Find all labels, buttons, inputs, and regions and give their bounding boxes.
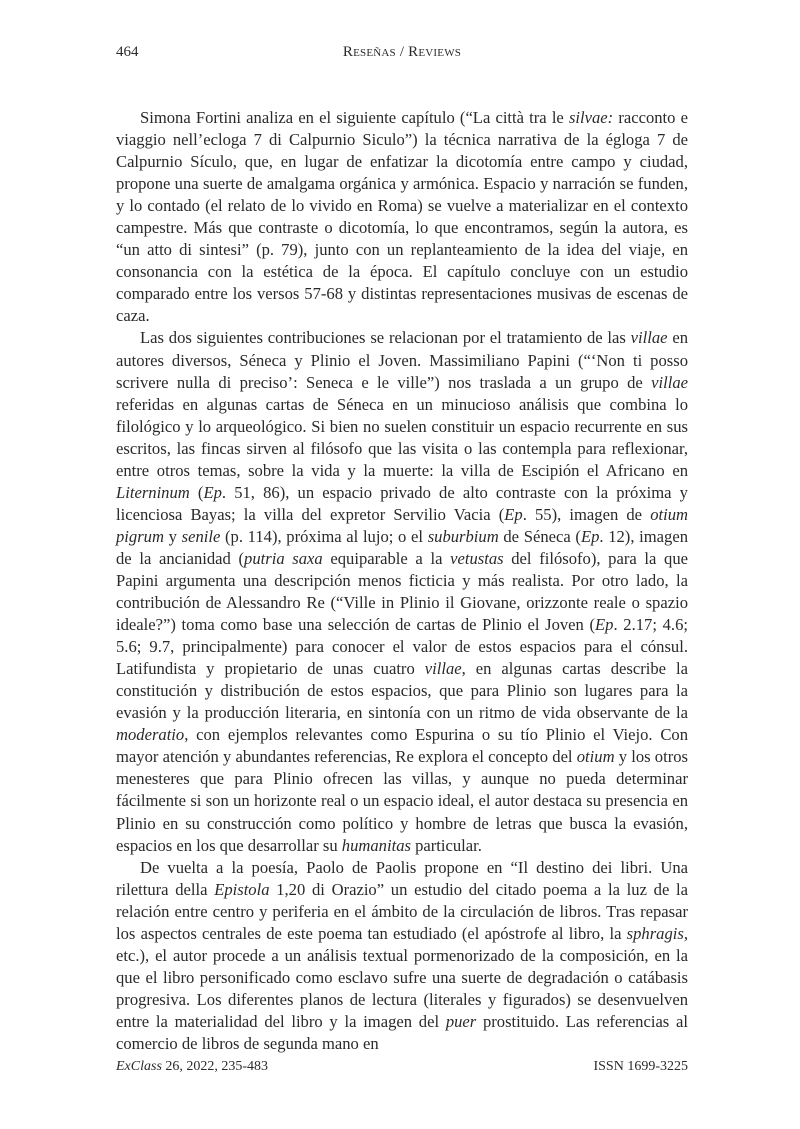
paragraph bbox=[116, 857, 688, 1055]
italic-term: humanitas bbox=[341, 835, 411, 855]
italic-term: putria saxa bbox=[244, 548, 323, 568]
text-run: en autores diversos, Séneca y Plinio el Joven. Massimiliano Papini (“‘Non ti posso scrivere nulla di preciso’: Seneca e le ville”) nos traslada a un grupo de bbox=[116, 328, 689, 392]
text-run: (p. 114), próxima al lujo; o el bbox=[220, 526, 428, 546]
text-run: y bbox=[163, 526, 182, 546]
italic-term: moderatio bbox=[116, 725, 185, 745]
section-title: Reseñas / Reviews bbox=[342, 44, 462, 60]
italic-term: villae bbox=[630, 328, 668, 348]
text-run: . 12), imagen de la ancianidad ( bbox=[116, 526, 688, 568]
text-run: , etc.), el autor procede a un análisis textual pormenorizado de la composición, en la que el libro personificado como esclavo sufre una suerte de degradación o catábasis progresiva. Los diferentes planos de lectura (literales y figurados) se desenvuelven entre la materialidad del libro y la imagen del bbox=[116, 923, 688, 1031]
text-run: De vuelta a la poesía, Paolo de Paolis propone en “Il destino dei libri. Una rilettura della bbox=[116, 857, 688, 899]
italic-term: senile bbox=[181, 526, 221, 546]
volume-pages: 26, 2022, 235-483 bbox=[161, 1059, 269, 1074]
text-run: , en algunas cartas describe la constitución y distribución de estos espacios, que para Plinio son lugares para la evasión y la producción literaria, en sintonía con un ritmo de vida observante de la bbox=[116, 659, 688, 723]
italic-term: villae bbox=[651, 372, 688, 392]
text-run: referidas en algunas cartas de Séneca en un minucioso análisis que combina lo filológico y lo arqueológico. Si bien no suelen constituir un espacio recurrente en sus escritos, las fincas sirven al filósofo que las visita o las contempla para reflexionar, entre otros temas, sobre la vida y la muerte: la villa de Escipión el Africano en bbox=[116, 394, 688, 480]
text-run: 1,20 di Orazio” un estudio del citado poema a la luz de la relación entre centro y periferia en el ámbito de la circulación de libros. Tras repasar los aspectos centrales de este poema tan estudiado (el apóstrofe al libro, la bbox=[116, 879, 688, 943]
text-run: equiparable a la bbox=[322, 548, 451, 568]
issn: ISSN 1699-3225 bbox=[593, 1059, 688, 1074]
italic-term: vetustas bbox=[450, 548, 504, 568]
journal-citation bbox=[116, 1059, 268, 1075]
italic-term: Ep bbox=[595, 615, 614, 635]
italic-term: otium pigrum bbox=[116, 504, 688, 546]
paragraph bbox=[116, 327, 688, 856]
italic-term: sphragis bbox=[626, 923, 684, 943]
page-number: 464 bbox=[116, 44, 139, 60]
paragraph bbox=[116, 107, 688, 327]
text-run: del filósofo), para la que Papini argumenta una descripción menos ficticia y más realista. Por otro lado, la contribución de Alessandro Re (“Ville in Plinio il Giovane, orizzonte reale o spazio ideale?”) toma como base una selección de cartas de Plinio el Joven ( bbox=[116, 548, 688, 635]
italic-term: otium bbox=[576, 747, 615, 767]
italic-term: Ep bbox=[504, 504, 523, 524]
italic-term: villae bbox=[424, 659, 462, 679]
italic-term: Epistola bbox=[214, 879, 270, 899]
text-run: Las dos siguientes contribuciones se relacionan por el tratamiento de las bbox=[140, 328, 631, 348]
text-run: Simona Fortini analiza en el siguiente capítulo (“La città tra le bbox=[140, 108, 569, 127]
text-run: particular. bbox=[410, 835, 482, 855]
text-run: y los otros menesteres que para Plinio ofrecen las villas, y aunque no pueda determinar fácilmente si son un horizonte real o un espacio ideal, el autor destaca su presencia en Plinio en su construcción como político y hombre de letras que busca la evasión, espacios en los que desarrollar su bbox=[116, 747, 688, 855]
text-run: racconto e viaggio nell’ecloga 7 di Calpurnio Siculo”) la técnica narrativa de la égloga 7 de Calpurnio Sículo, que, en lugar de enfatizar la dicotomía entre campo y ciudad, propone una suerte de amalgama orgánica y armónica. Espacio y narración se funden, y lo contado (el relato de lo vivido en Roma) se vuelve a materializar en el contexto campestre. Más que contraste o dicotomía, lo que encontramos, según la autora, es “un atto di sintesi” (p. 79), junto con un replanteamiento de la idea del viaje, en consonancia con la estética de la época. El capítulo concluye con un estudio comparado entre los versos 57-68 y distintas representaciones musivas de escenas de caza. bbox=[116, 108, 688, 326]
text-run: . 2.17; 4.6; 5.6; 9.7, principalmente) para conocer el valor de estos espacios para el cónsul. Latifundista y propietario de unas cuatro bbox=[116, 615, 688, 679]
text-run: . 51, 86), un espacio privado de alto contraste con la próxima y licenciosa Bayas; la villa del expretor Servilio Vacia ( bbox=[116, 482, 688, 524]
body-text bbox=[116, 107, 688, 1055]
text-run: de Séneca ( bbox=[498, 526, 581, 546]
text-run: ( bbox=[189, 482, 204, 502]
running-head bbox=[116, 44, 688, 64]
italic-term: Ep bbox=[580, 526, 600, 546]
text-run: prostituido. Las referencias al comercio de libros de segunda mano en bbox=[116, 1011, 688, 1053]
journal-name: ExClass bbox=[116, 1059, 162, 1074]
italic-term: puer bbox=[445, 1011, 477, 1031]
italic-term: Ep bbox=[203, 482, 222, 502]
italic-term: suburbium bbox=[427, 526, 499, 546]
text-run: . 55), imagen de bbox=[522, 504, 651, 524]
text-run: , con ejemplos relevantes como Espurina o su tío Plinio el Viejo. Con mayor atención y abundantes referencias, Re explora el concepto del bbox=[116, 725, 688, 767]
italic-term: Literninum bbox=[116, 482, 190, 502]
italic-term: silvae: bbox=[568, 108, 614, 127]
